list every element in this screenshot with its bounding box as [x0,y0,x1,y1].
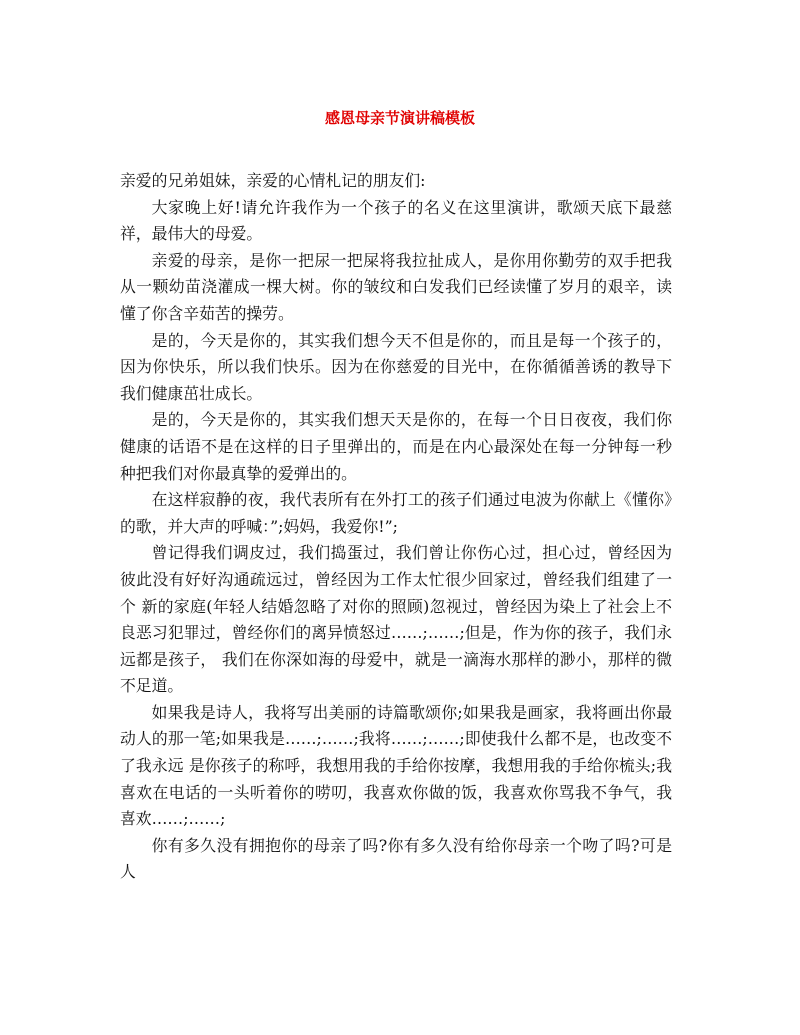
document-title: 感恩母亲节演讲稿模板 [324,109,475,127]
paragraph-5: 在这样寂静的夜，我代表所有在外打工的孩子们通过电波为你献上《懂你》的歌，并大声的呼喊：”;妈妈，我爱你!”; [120,490,672,536]
paragraph-4: 是的，今天是你的，其实我们想天天是你的，在每一个日日夜夜，我们你健康的话语不是在这样的日子里弹出的，而是在内心最深处在每一分钟每一秒种把我们对你最真挚的爱弹出的。 [120,410,672,483]
document-body [120,168,672,886]
greeting-line: 亲爱的兄弟姐妹，亲爱的心情札记的朋友们: [120,171,426,190]
paragraph-7: 如果我是诗人，我将写出美丽的诗篇歌颂你;如果我是画家，我将画出你最动人的那一笔;如果我是……;……;我将……;……;即使我什么都不是，也改变不了我永远 是你孩子的称呼，我想用我的手给你按摩，我想用我的手给你梳头;我喜欢在电话的一头听着你的唠叨，我喜欢你做的饭，我喜欢你骂我不争气，我喜欢……;……; [120,702,672,829]
paragraph-3: 是的，今天是你的，其实我们想今天不但是你的，而且是每一个孩子的，因为你快乐，所以我们快乐。因为在你慈爱的目光中，在你循循善诱的教导下我们健康茁壮成长。 [120,330,672,403]
paragraph-8: 你有多久没有拥抱你的母亲了吗?你有多久没有给你母亲一个吻了吗?可是人 [120,835,672,882]
paragraph-6: 曾记得我们调皮过，我们捣蛋过，我们曾让你伤心过，担心过，曾经因为彼此没有好好沟通疏远过，曾经因为工作太忙很少回家过，曾经我们组建了一个 新的家庭(年轻人结婚忽略了对你的照顾)忽视过，曾经因为染上了社会上不良恶习犯罪过，曾经你们的离异愤怒过……;……;但是，作为你的孩子，我们永远都是孩子， 我们在你深如海的母爱中，就是一滴海水那样的渺小，那样的微不足道。 [120,543,672,696]
paragraph-1: 大家晚上好!请允许我作为一个孩子的名义在这里演讲，歌颂天底下最慈祥，最伟大的母爱。 [120,197,672,244]
paragraph-2: 亲爱的母亲，是你一把尿一把屎将我拉扯成人，是你用你勤劳的双手把我从一颗幼苗浇灌成一棵大树。你的皱纹和白发我们已经读懂了岁月的艰辛，读懂了你含辛茹苦的操劳。 [120,250,672,323]
